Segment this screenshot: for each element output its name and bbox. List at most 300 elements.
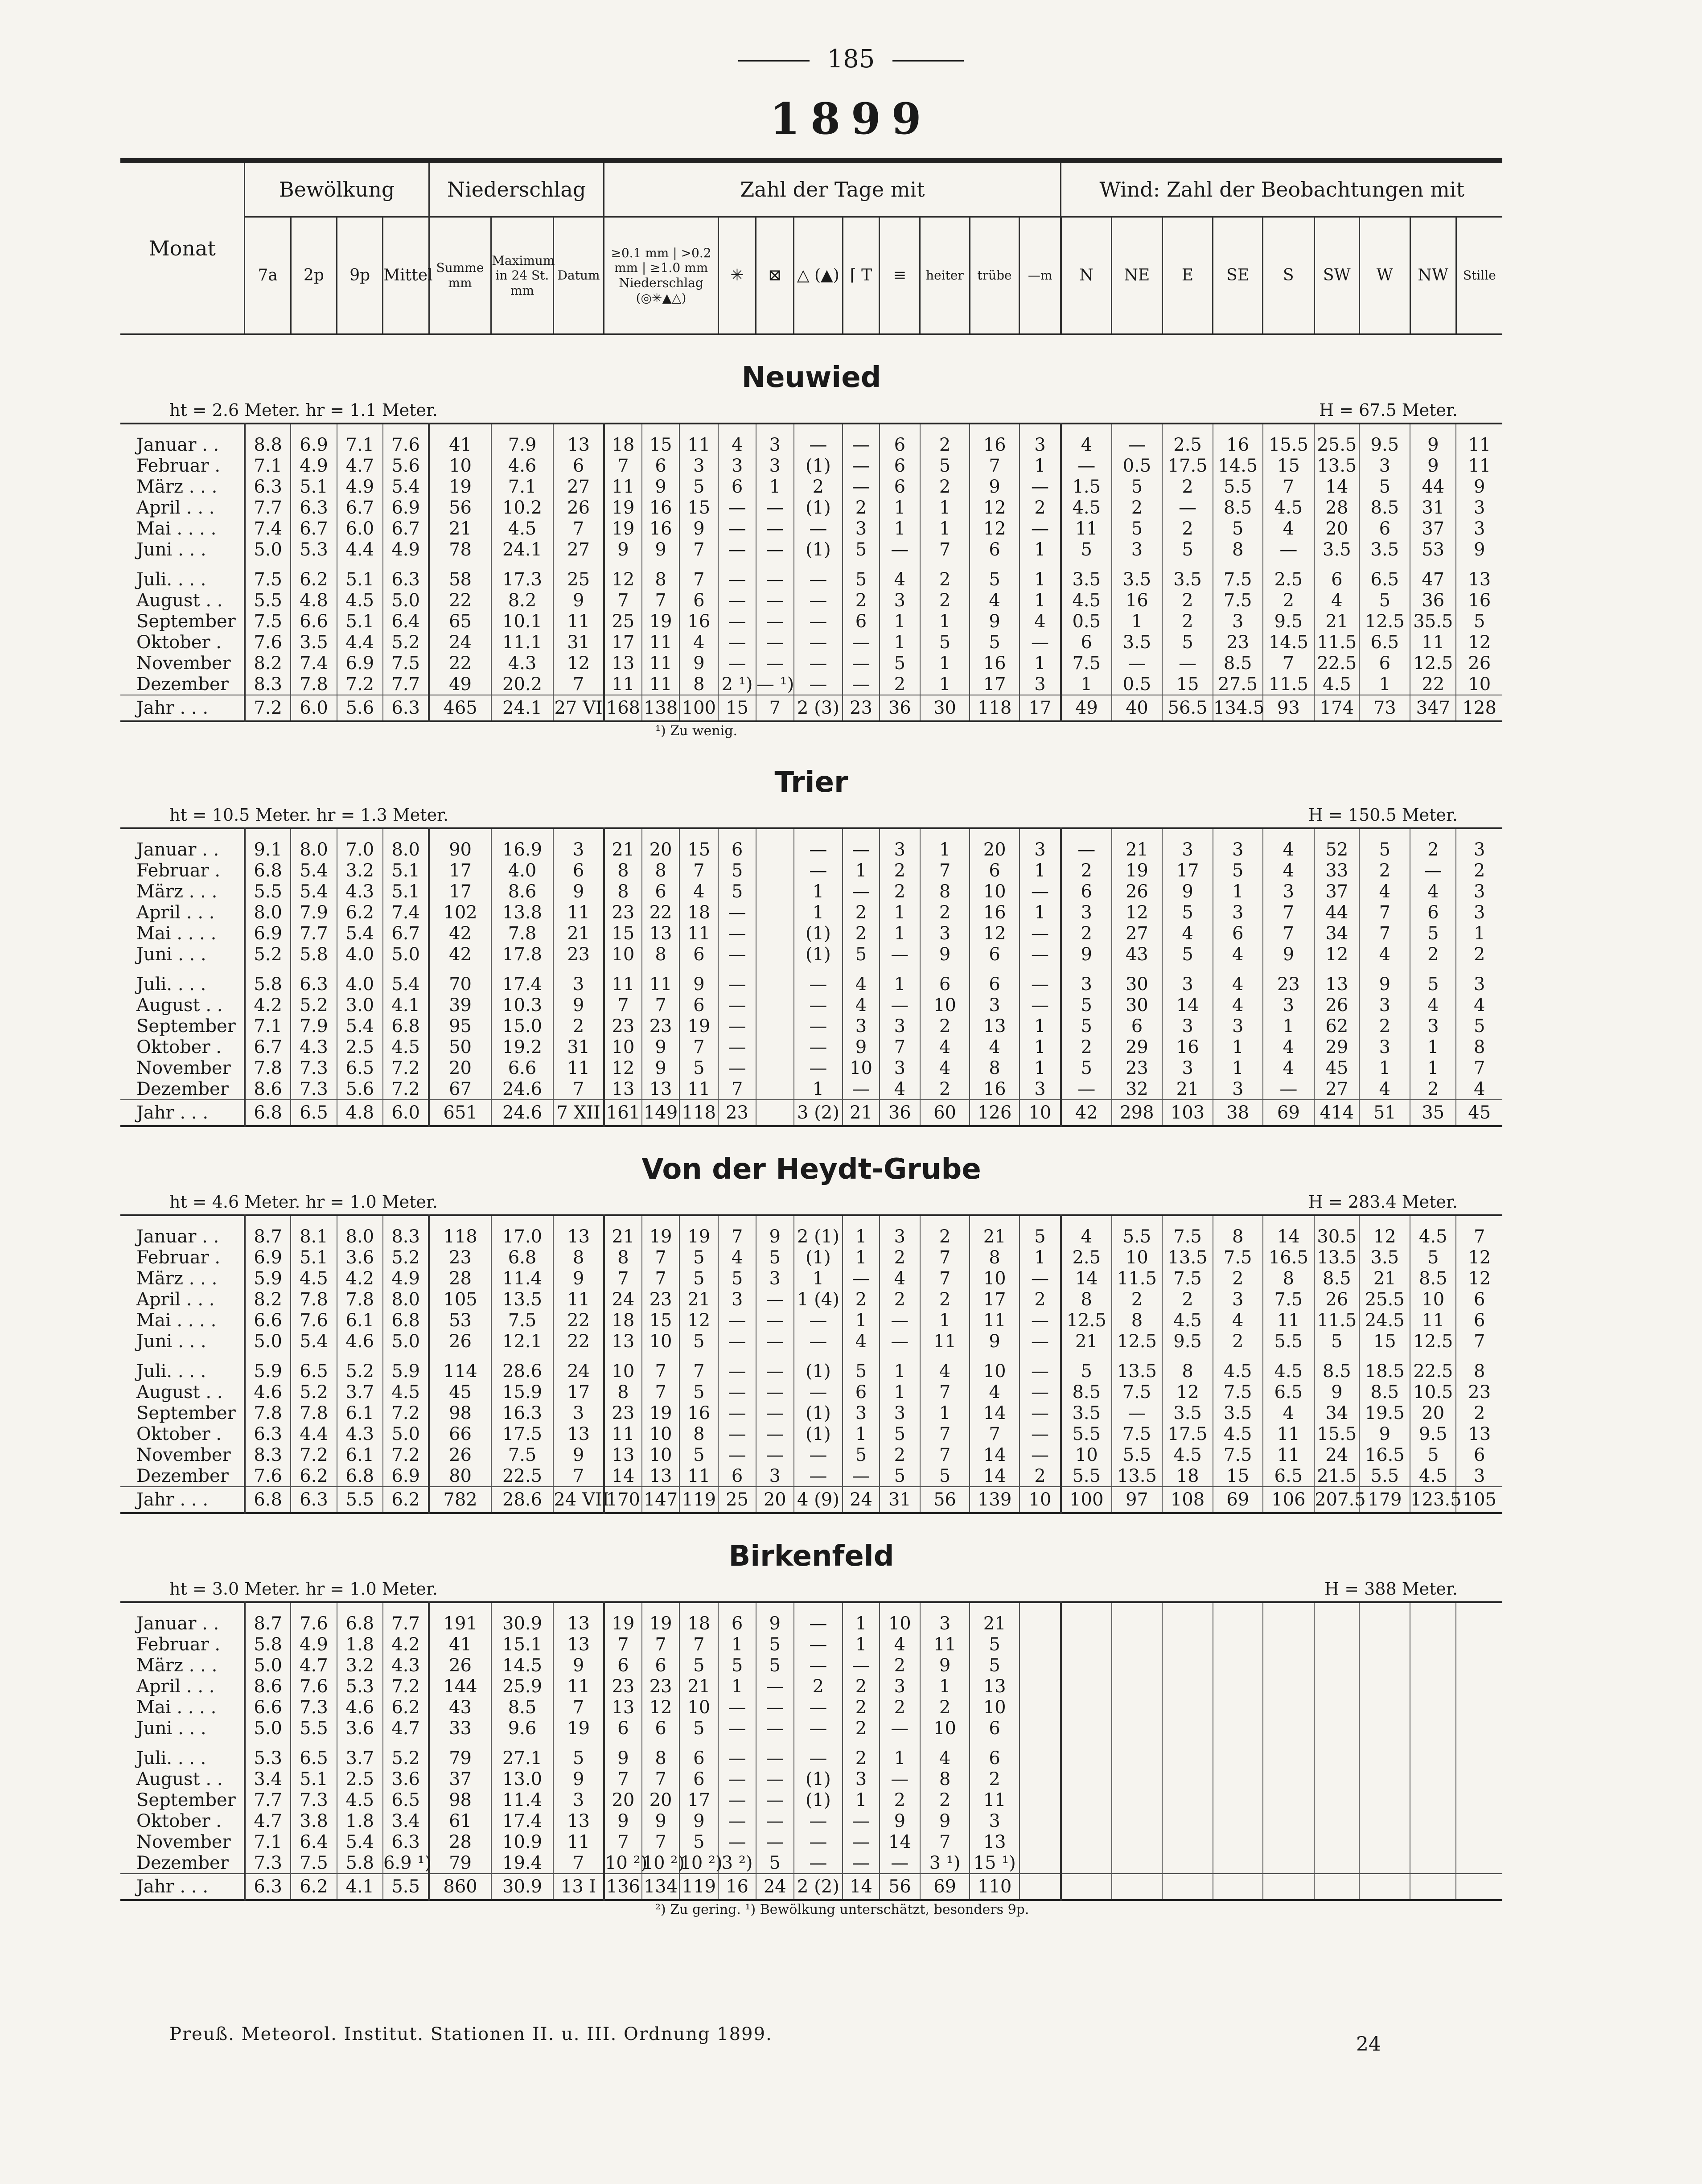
table-cell: — <box>880 995 920 1016</box>
table-cell: 19 <box>604 497 642 518</box>
table-cell: 12 <box>553 653 604 674</box>
table-cell: 1 <box>1020 1247 1061 1268</box>
table-header <box>120 163 1502 333</box>
table-cell: 2 <box>880 1289 920 1310</box>
table-cell: 6 <box>679 995 718 1016</box>
table-cell: 23 <box>604 902 642 923</box>
table-cell: 1 <box>843 1310 880 1331</box>
table-cell: 24.6 <box>491 1100 554 1126</box>
table-cell: 1 <box>718 1634 756 1655</box>
table-cell: (1) <box>794 1423 843 1444</box>
table-cell: 10 <box>1112 1247 1163 1268</box>
table-cell: 10 <box>920 995 970 1016</box>
table-cell: 3 <box>843 518 880 539</box>
table-cell: — <box>1020 923 1061 944</box>
table-cell: 3 <box>756 424 794 455</box>
table-cell: — <box>843 1465 880 1487</box>
page-year: 1899 <box>770 94 932 144</box>
table-cell: — <box>794 860 843 881</box>
row-label: Oktober . <box>136 1036 222 1057</box>
table-cell <box>1162 1831 1213 1852</box>
table-cell: 24.5 <box>1359 1310 1410 1331</box>
table-cell: 5 <box>679 1655 718 1676</box>
month-row <box>120 1310 1502 1331</box>
table-cell: 5 <box>970 1634 1020 1655</box>
table-cell: 3 <box>756 1268 794 1289</box>
table-cell: 12 <box>970 497 1020 518</box>
table-cell: 7.2 <box>383 1078 429 1100</box>
table-cell: 58 <box>429 560 491 590</box>
table-cell: 1 <box>920 1676 970 1697</box>
table-cell: 5 <box>718 1268 756 1289</box>
table-cell: 4 <box>920 1352 970 1382</box>
table-cell: 1 <box>1020 1036 1061 1057</box>
table-cell <box>1410 1634 1456 1655</box>
table-cell: 6 <box>1456 1310 1502 1331</box>
table-cell: 11 <box>553 1057 604 1078</box>
table-cell: 1 <box>880 518 920 539</box>
table-cell: — <box>1410 860 1456 881</box>
table-cell: 5 <box>1410 1247 1456 1268</box>
table-cell: 3 <box>756 455 794 476</box>
col-snow-icon: ✳ <box>718 217 756 334</box>
table-cell: 5.0 <box>383 944 429 965</box>
table-cell: 6.5 <box>1263 1465 1315 1487</box>
table-cell: 6.4 <box>383 611 429 632</box>
table-cell: 4 <box>843 995 880 1016</box>
table-cell: 13.5 <box>1314 1247 1359 1268</box>
col-fog-icon: ≡ <box>880 217 920 334</box>
row-label: Februar . <box>136 1247 221 1268</box>
table-cell: 298 <box>1112 1100 1163 1126</box>
table-cell: 5.5 <box>1263 1331 1315 1352</box>
table-cell <box>1112 1602 1163 1634</box>
table-cell: — <box>756 1289 794 1310</box>
table-cell: 4 <box>1263 828 1315 860</box>
table-cell: 5 <box>1410 923 1456 944</box>
table-cell: 9 <box>970 1331 1020 1352</box>
table-cell: 4 <box>1213 965 1263 995</box>
table-cell: 7 <box>920 539 970 560</box>
table-cell: 7 <box>756 695 794 721</box>
table-cell <box>1112 1769 1163 1789</box>
table-cell: 11 <box>604 674 642 695</box>
table-cell: 5.0 <box>383 590 429 611</box>
raingauge-height: hr = 1.3 Meter. <box>316 805 449 825</box>
table-cell <box>1020 1676 1061 1697</box>
table-cell: 17 <box>429 881 491 902</box>
table-cell: 7.6 <box>291 1310 337 1331</box>
table-cell: — <box>794 518 843 539</box>
table-cell: 14.5 <box>1213 455 1263 476</box>
table-cell: 93 <box>1263 695 1315 721</box>
table-cell <box>1314 1852 1359 1874</box>
table-cell: 45 <box>1456 1100 1502 1126</box>
table-cell: — <box>718 1444 756 1465</box>
table-cell: 3.8 <box>291 1810 337 1831</box>
table-cell: 6 <box>679 1769 718 1789</box>
table-cell: — <box>718 497 756 518</box>
table-cell: 1 <box>880 902 920 923</box>
table-cell: 134.5 <box>1213 695 1263 721</box>
table-cell: 4 <box>1410 995 1456 1016</box>
table-cell: 3 <box>1061 965 1112 995</box>
table-cell: 1 (4) <box>794 1289 843 1310</box>
table-cell: 4.5 <box>337 1789 383 1810</box>
table-cell: 7 <box>1263 902 1315 923</box>
table-cell: 7.3 <box>291 1789 337 1810</box>
table-cell <box>1213 1697 1263 1718</box>
table-cell: 3.5 <box>1112 632 1163 653</box>
table-cell: 5.5 <box>291 1718 337 1739</box>
table-cell <box>1410 1874 1456 1900</box>
table-cell: 3.6 <box>337 1247 383 1268</box>
table-cell: 5.2 <box>291 1382 337 1403</box>
col-wind-stille: Stille <box>1456 217 1502 334</box>
table-cell: 20.2 <box>491 674 554 695</box>
col-hail-icon: ⊠ <box>756 217 794 334</box>
table-cell: 5 <box>843 539 880 560</box>
table-cell: 12 <box>970 518 1020 539</box>
table-cell: 1 <box>1020 455 1061 476</box>
table-cell: 2 <box>920 1078 970 1100</box>
table-cell: 5.2 <box>291 995 337 1016</box>
table-cell: 7.1 <box>245 1016 291 1036</box>
table-cell: 7 <box>642 1831 680 1852</box>
table-cell: 17 <box>429 860 491 881</box>
table-cell: 23 <box>642 1289 680 1310</box>
table-cell: — <box>756 1769 794 1789</box>
table-cell: 4.6 <box>491 455 554 476</box>
table-cell <box>1359 1769 1410 1789</box>
threshold-0.1: ≥0.1 mm <box>611 245 669 260</box>
table-cell: 9.5 <box>1162 1331 1213 1352</box>
table-cell: 5 <box>679 1444 718 1465</box>
month-row <box>120 1602 1502 1634</box>
table-cell: 7 <box>642 1247 680 1268</box>
table-cell: 7.5 <box>1112 1382 1163 1403</box>
table-cell: 10 <box>880 1602 920 1634</box>
table-cell <box>1263 1831 1315 1852</box>
row-label: September <box>136 1403 236 1423</box>
table-cell <box>1162 1810 1213 1831</box>
table-cell: 8 <box>679 674 718 695</box>
table-cell: 6.8 <box>383 1016 429 1036</box>
table-cell: 1 <box>920 1403 970 1423</box>
table-cell <box>1162 1874 1213 1900</box>
table-cell: 24 <box>843 1487 880 1513</box>
table-cell: 7.4 <box>245 518 291 539</box>
table-cell: 8.5 <box>491 1697 554 1718</box>
table-cell: 7 <box>553 674 604 695</box>
niederschlag-header: Niederschlag <box>429 163 604 217</box>
table-cell: 5.9 <box>245 1352 291 1382</box>
row-label: Dezember <box>136 1078 229 1099</box>
table-cell: 17.3 <box>491 560 554 590</box>
table-cell: — <box>843 1655 880 1676</box>
table-cell: 13 <box>970 1016 1020 1036</box>
table-cell: 16.5 <box>1263 1247 1315 1268</box>
table-cell: 5 <box>679 1331 718 1352</box>
table-cell: 2 <box>1162 476 1213 497</box>
table-cell: 19 <box>679 1016 718 1036</box>
threshold-1.0: ≥1.0 mm <box>650 260 708 276</box>
row-label: Juni . . . <box>136 1331 206 1352</box>
table-cell: 7.5 <box>383 653 429 674</box>
table-cell: 8 <box>604 1247 642 1268</box>
table-cell: 14 <box>970 1444 1020 1465</box>
table-cell: 4 <box>679 881 718 902</box>
table-cell: 44 <box>1410 476 1456 497</box>
table-cell: 3 <box>1213 902 1263 923</box>
table-cell: 8.6 <box>491 881 554 902</box>
month-row <box>120 590 1502 611</box>
table-cell: 5.5 <box>337 1487 383 1513</box>
table-cell <box>1213 1676 1263 1697</box>
table-cell: 6.0 <box>291 695 337 721</box>
table-cell: 5 <box>679 1247 718 1268</box>
row-label: November <box>136 1444 231 1465</box>
table-cell: 8 <box>642 860 680 881</box>
table-cell: 1 <box>1020 902 1061 923</box>
table-cell: 19 <box>553 1718 604 1739</box>
table-cell: 7 <box>553 1697 604 1718</box>
table-cell: 5 <box>1410 1444 1456 1465</box>
table-cell: 3 <box>1061 902 1112 923</box>
table-cell: 5.0 <box>245 1655 291 1676</box>
table-cell: 16 <box>642 497 680 518</box>
table-cell: 2.5 <box>1263 560 1315 590</box>
table-cell: — <box>880 1718 920 1739</box>
table-cell <box>1020 1769 1061 1789</box>
table-cell: — <box>756 1403 794 1423</box>
table-cell: 5 <box>880 1465 920 1487</box>
table-cell: 12.5 <box>1359 611 1410 632</box>
table-cell <box>1456 1739 1502 1769</box>
row-label: März . . . <box>136 1268 218 1289</box>
table-cell <box>1456 1697 1502 1718</box>
table-cell: 1 <box>843 1789 880 1810</box>
table-cell: 5 <box>718 881 756 902</box>
table-cell: 8.6 <box>245 1078 291 1100</box>
month-row <box>120 1831 1502 1852</box>
table-cell: 19 <box>679 1215 718 1247</box>
table-cell: 5.5 <box>245 590 291 611</box>
table-cell: 11 <box>1263 1423 1315 1444</box>
table-cell: 7 <box>679 860 718 881</box>
table-cell: 2 <box>794 1676 843 1697</box>
table-cell: 27 <box>553 539 604 560</box>
table-cell: — <box>1020 1331 1061 1352</box>
table-cell: 6 <box>970 965 1020 995</box>
table-cell: 9 <box>970 611 1020 632</box>
table-cell: 7 <box>880 1036 920 1057</box>
table-cell <box>1263 1655 1315 1676</box>
table-cell: 22.5 <box>1410 1352 1456 1382</box>
tage-header: Zahl der Tage mit <box>604 163 1061 217</box>
table-cell: 6 <box>1456 1444 1502 1465</box>
table-cell: 21 <box>1162 1078 1213 1100</box>
table-cell: 13 <box>1314 965 1359 995</box>
table-cell: 7.2 <box>245 695 291 721</box>
table-cell: 6 <box>843 611 880 632</box>
table-cell: — <box>756 1718 794 1739</box>
table-cell: 13 <box>553 1634 604 1655</box>
thermometer-height: ht = 3.0 Meter. <box>169 1579 300 1599</box>
table-cell <box>1213 1831 1263 1852</box>
table-cell: 9 <box>920 1810 970 1831</box>
month-row <box>120 1289 1502 1310</box>
table-cell <box>756 902 794 923</box>
table-cell: 7.7 <box>383 1602 429 1634</box>
row-label: April . . . <box>136 1289 215 1310</box>
table-cell: 11.4 <box>491 1789 554 1810</box>
table-cell <box>1410 1739 1456 1769</box>
table-cell <box>1020 1852 1061 1874</box>
table-cell <box>1263 1697 1315 1718</box>
table-cell: 17.5 <box>1162 1423 1213 1444</box>
table-cell: 5 <box>718 1655 756 1676</box>
station-elevation: H = 388 Meter. <box>1324 1579 1458 1599</box>
table-cell: 5.1 <box>383 881 429 902</box>
table-cell: — <box>756 497 794 518</box>
table-cell: — <box>1162 497 1213 518</box>
row-label: November <box>136 653 231 674</box>
table-cell <box>756 923 794 944</box>
col-graupel-icon: △ (▲) <box>794 217 843 334</box>
table-cell: 4.5 <box>1213 1423 1263 1444</box>
table-cell: 1 <box>843 1423 880 1444</box>
table-cell: 27 <box>1314 1078 1359 1100</box>
table-cell: 6.9 <box>291 424 337 455</box>
table-cell: 18 <box>604 1310 642 1331</box>
table-cell: 2 <box>880 1789 920 1810</box>
table-cell: 22 <box>642 902 680 923</box>
table-cell: 5.0 <box>383 1331 429 1352</box>
col-wind-w: W <box>1359 217 1410 334</box>
table-cell: 10 <box>1020 1487 1061 1513</box>
table-cell: 2 <box>1162 590 1213 611</box>
table-cell: 12 <box>604 560 642 590</box>
table-cell <box>1213 1655 1263 1676</box>
table-cell: 6 <box>604 1718 642 1739</box>
table-cell: 5.8 <box>245 1634 291 1655</box>
row-label: Juli. . . . <box>136 569 206 590</box>
table-cell: 6.5 <box>383 1789 429 1810</box>
raingauge-height: hr = 1.0 Meter. <box>305 1192 438 1212</box>
station-data-table <box>120 1601 1502 1901</box>
table-cell <box>1112 1718 1163 1739</box>
table-cell: 21 <box>1061 1331 1112 1352</box>
table-cell: 9.5 <box>1359 424 1410 455</box>
col-wind-s: S <box>1262 217 1314 334</box>
table-cell <box>1359 1676 1410 1697</box>
month-row <box>120 1403 1502 1423</box>
table-cell: 3 <box>718 1289 756 1310</box>
table-cell: 5.5 <box>1061 1423 1112 1444</box>
table-cell: 4.2 <box>245 995 291 1016</box>
table-cell: — <box>718 1403 756 1423</box>
table-cell: (1) <box>794 944 843 965</box>
table-cell: 6 <box>1359 653 1410 674</box>
table-cell: 24.1 <box>491 695 554 721</box>
table-cell: 9 <box>553 881 604 902</box>
table-cell <box>1112 1697 1163 1718</box>
table-cell: 7 <box>679 539 718 560</box>
table-cell: — <box>718 632 756 653</box>
table-cell: 5 <box>1020 1215 1061 1247</box>
table-cell: 6 <box>553 455 604 476</box>
table-cell: (1) <box>794 1403 843 1423</box>
table-cell: 19 <box>604 518 642 539</box>
table-cell: — <box>843 1268 880 1289</box>
table-cell: (1) <box>794 1769 843 1789</box>
table-cell: 9 <box>604 1810 642 1831</box>
table-cell: 1 <box>1213 881 1263 902</box>
row-label: November <box>136 1057 231 1078</box>
table-cell: 119 <box>679 1487 718 1513</box>
table-cell: 1.8 <box>337 1810 383 1831</box>
table-cell: 168 <box>604 695 642 721</box>
table-cell: 11.5 <box>1314 632 1359 653</box>
table-cell: 69 <box>1213 1487 1263 1513</box>
table-cell: 11 <box>553 1289 604 1310</box>
table-cell: 11 <box>920 1634 970 1655</box>
table-cell: 2 <box>843 1739 880 1769</box>
table-cell: 53 <box>1410 539 1456 560</box>
table-cell: 24 <box>429 632 491 653</box>
table-cell <box>756 1078 794 1100</box>
table-cell: — <box>1061 455 1112 476</box>
table-cell: 5 <box>1359 828 1410 860</box>
table-cell: 56.5 <box>1162 695 1213 721</box>
table-cell <box>1456 1655 1502 1676</box>
table-cell: 30 <box>920 695 970 721</box>
table-cell: 21.5 <box>1314 1465 1359 1487</box>
table-cell <box>1359 1852 1410 1874</box>
table-cell: — <box>1020 1310 1061 1331</box>
table-cell: 17 <box>553 1382 604 1403</box>
table-cell: 10 <box>642 1444 680 1465</box>
table-cell: 24 VII <box>553 1487 604 1513</box>
table-cell: 4.5 <box>1061 590 1112 611</box>
table-cell: 80 <box>429 1465 491 1487</box>
table-cell: 25 <box>718 1487 756 1513</box>
table-cell: 5 <box>756 1247 794 1268</box>
table-cell: 0.5 <box>1112 455 1163 476</box>
table-cell: 6 <box>843 1382 880 1403</box>
table-cell <box>1112 1655 1163 1676</box>
table-cell: 2 <box>1456 944 1502 965</box>
table-cell: 7.5 <box>1112 1423 1163 1444</box>
table-cell: 10 ²) <box>642 1852 685 1873</box>
table-cell: 3 <box>756 1465 794 1487</box>
table-cell: — <box>794 995 843 1016</box>
table-cell: 11 <box>1410 1310 1456 1331</box>
table-cell: 8.3 <box>383 1215 429 1247</box>
table-cell: 11 <box>920 1331 970 1352</box>
table-cell: — <box>718 1810 756 1831</box>
table-cell: 4 <box>880 1078 920 1100</box>
table-cell: 5 <box>756 1634 794 1655</box>
table-cell: 1 <box>920 674 970 695</box>
table-cell: 5.1 <box>291 476 337 497</box>
table-cell: 7 <box>1456 1057 1502 1078</box>
table-cell: 52 <box>1314 828 1359 860</box>
table-cell: 9 <box>1456 539 1502 560</box>
table-cell: 1.8 <box>337 1634 383 1655</box>
table-cell: 15 <box>679 828 718 860</box>
